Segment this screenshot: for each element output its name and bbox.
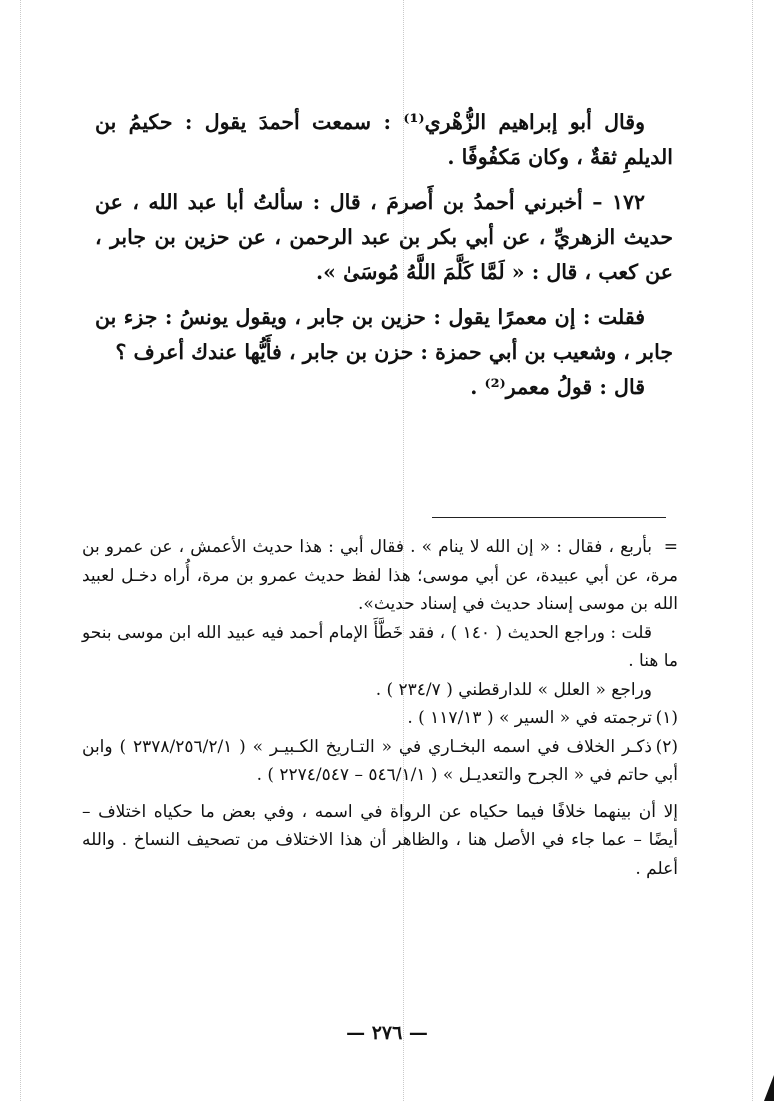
paragraph-hadith-172 [95, 185, 673, 290]
footnote-continuation [82, 533, 678, 619]
footnote-2-closing: إلا أن بينهما خلافًا فيما حكياه عن الرواة في اسمه ، وفي بعض ما حكياه اختلاف – أيضًا – عما جاء في الأصل هنا ، والظاهر أن هذا الاختلاف من تصحيف النساخ . والله أعلم . [82, 801, 678, 879]
continuation-text: بأربع ، فقال : « إن الله لا ينام » . فقال أبي : هذا حديث الأعمش ، عن عمرو بن مرة، عن أبي عبيدة، عن أبي موسى؛ هذا لفظ حديث عمرو بن مرة، أُراه دخـل لعبيد الله بن موسى إسناد حديث في إسناد حديث». [82, 537, 678, 614]
paragraph-answer: قال : قولُ معمر⁽²⁾ . [470, 375, 645, 399]
footnote-note-qult: قلت : وراجع الحديث ( ١٤٠ ) ، فقد خَطَّأَ الإمام أحمد فيه عبيد الله ابن موسى بنحو ما هنا . [82, 622, 678, 671]
paragraph-zuhri: وقال أبو إبراهيم الزُّهْري⁽¹⁾ : سمعت أحمدَ يقول : حكيمُ بن الديلمِ ثقةٌ ، وكان مَكفُوفًا . [95, 110, 673, 169]
margin-dotted-line-left [20, 0, 21, 1101]
scan-corner-mark [764, 1075, 774, 1101]
paragraph-question: فقلت : إن معمرًا يقول : حزين بن جابر ، ويقول يونسُ : جزء بن جابر ، وشعيب بن أبي حمزة : حزن بن جابر ، فأَيُّها عندك أعرف ؟ [95, 305, 673, 364]
footnote-2 [82, 733, 678, 790]
footnotes [82, 533, 678, 883]
footnote-note-raji: وراجع « العلل » للدارقطني ( ٢٣٤/٧ ) . [375, 679, 652, 700]
continuation-marker: = [663, 537, 678, 557]
footnote-separator [432, 517, 666, 518]
main-text [95, 105, 673, 405]
hadith-172-text: – أخبرني أحمدُ بن أَصرمَ ، قال : سألتُ أبا عبد الله ، عن حديث الزهريِّ ، عن أبي بكر بن عبد الرحمن ، عن حزين بن جابر ، عن كعب ، قال : « لَمَّا كَلَّمَ اللَّهُ مُوسَىٰ ». [95, 190, 673, 284]
footnote-1-text: ترجمته في « السير » ( ١١٧/١٣ ) . [407, 708, 652, 728]
footnote-1 [82, 704, 678, 733]
page-number: — ٢٧٦ — [346, 1022, 428, 1044]
margin-dotted-line-right [752, 0, 753, 1101]
footnote-1-marker: (١) [655, 708, 678, 728]
hadith-number: ١٧٢ [611, 190, 645, 214]
footnote-2-marker: (٢) [655, 736, 678, 757]
footnote-2-text: ذكـر الخلاف في اسمه البخـاري في « التـاريخ الكـبيـر » ( ٢٣٧٨/٢٥٦/٢/١ ) وابن أبي حاتم في « الجرح والتعديـل » ( ٥٤٦/١/١ – ٢٢٧٤/٥٤٧ ) . [82, 736, 678, 785]
